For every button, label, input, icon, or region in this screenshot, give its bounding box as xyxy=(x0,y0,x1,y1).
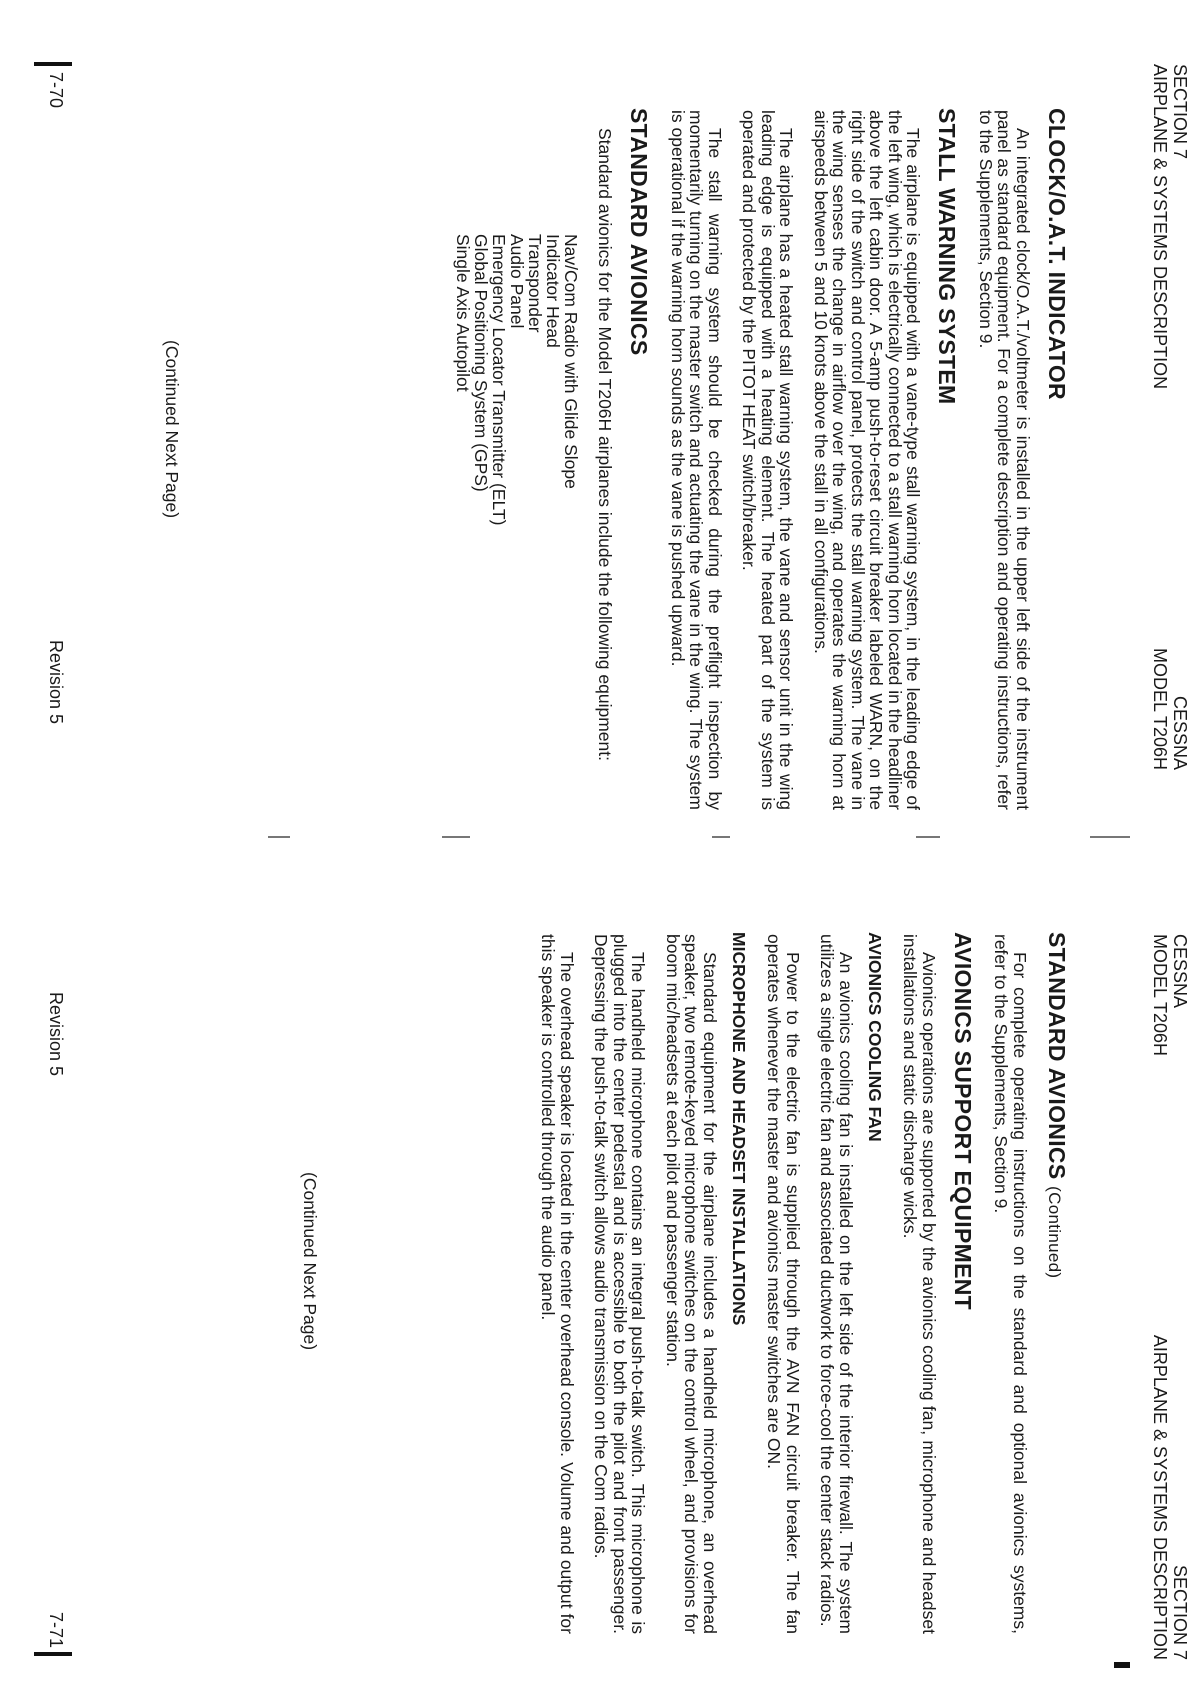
page-header xyxy=(1100,40,1190,840)
stall-paragraph-1: The airplane is equipped with a vane-type stall warning system, in the leading edge of the left wing, which is electrically connected to a stall warning horn located in the headliner above the left cabin door. A 5-amp push-to-reset circuit breaker labeled WARN, on the right side of the switch and control panel, protects the stall warning system. The vane in the wing senses the change in airflow over the wing, and operates the warning horn at airspeeds between 5 and 10 knots above the stall in all configurations. xyxy=(811,110,924,810)
page-header xyxy=(1100,872,1190,1672)
standard-avionics-heading: STANDARD AVIONICS xyxy=(626,108,653,356)
page-body xyxy=(438,110,1078,810)
header-make: CESSNA xyxy=(1170,695,1190,770)
header-model: MODEL T206H xyxy=(1150,934,1170,1057)
list-item: Transponder xyxy=(525,234,545,333)
page-edge-mark xyxy=(34,62,72,66)
continued-next-page: (Continued Next Page) xyxy=(162,340,182,519)
microphone-paragraph-1: Standard equipment for the airplane includes a handheld microphone, an overhead speaker, two remote-keyed microphone switches on the control wheel, and provisions for boom mic/headsets at each pilot and passenger station. xyxy=(663,934,720,1634)
header-title: AIRPLANE & SYSTEMS DESCRIPTION xyxy=(1150,1334,1170,1660)
avionics-support-paragraph: Avionics operations are supported by the avionics cooling fan, microphone and headset installations and static discharge wicks. xyxy=(900,934,939,1634)
revision-label: Revision 5 xyxy=(46,992,66,1077)
avionics-support-heading: AVIONICS SUPPORT EQUIPMENT xyxy=(950,932,976,1310)
page-body xyxy=(523,934,1078,1634)
revision-label: Revision 5 xyxy=(46,640,66,725)
gutter-scan-marks xyxy=(0,836,1190,838)
cooling-fan-paragraph-2: Power to the electric fan is supplied through the AVN FAN circuit breaker. The fan operates whenever the master and avionics master switches are ON. xyxy=(764,934,803,1634)
standard-avionics-paragraph: For complete operating instructions on the standard and optional avionics systems, refer to the Supplements, Section 9. xyxy=(991,934,1030,1634)
page-number: 7-70 xyxy=(46,72,66,109)
revision-change-bar xyxy=(1114,1662,1130,1668)
header-section: SECTION 7 xyxy=(1170,1564,1190,1660)
microphone-paragraph-2: The handheld microphone contains an integral push-to-talk switch. This microphone is plugged into the center pedestal and is accessible to both the pilot and front passenger. Depressing the push-to-talk switch allows audio transmission on the Com radios. xyxy=(591,934,649,1634)
list-item: Single Axis Autopilot xyxy=(453,234,473,392)
header-section: SECTION 7 xyxy=(1170,64,1190,160)
microphone-paragraph-3: The overhead speaker is located in the center overhead console. Volume and output for this speaker is controlled through the audio panel. xyxy=(538,934,577,1634)
page-edge-mark xyxy=(34,1652,72,1656)
continued-next-page: (Continued Next Page) xyxy=(300,1172,320,1351)
stall-paragraph-2: The airplane has a heated stall warning system, the vane and sensor unit in the wing leading edge is equipped with a heating element. The heated part of the system is operated and protected by the PITOT HEAT switch/breaker. xyxy=(739,110,797,810)
header-make: CESSNA xyxy=(1170,934,1190,1009)
list-item: Nav/Com Radio with Glide Slope xyxy=(561,234,581,489)
equipment-list xyxy=(454,110,580,810)
list-item: Audio Panel xyxy=(507,234,527,329)
standard-avionics-heading xyxy=(1041,932,1070,1634)
list-item: Emergency Locator Transmitter (ELT) xyxy=(489,234,509,526)
header-title: AIRPLANE & SYSTEMS DESCRIPTION xyxy=(1150,64,1170,390)
list-item: Indicator Head xyxy=(543,234,563,348)
stall-warning-heading: STALL WARNING SYSTEM xyxy=(934,108,961,405)
microphone-headset-heading: MICROPHONE AND HEADSET INSTALLATIONS xyxy=(729,932,749,1326)
header-model: MODEL T206H xyxy=(1150,647,1170,770)
clock-heading: CLOCK/O.A.T. INDICATOR xyxy=(1044,108,1070,400)
page-number: 7-71 xyxy=(46,1612,66,1649)
stall-paragraph-3: The stall warning system should be checked during the preflight inspection by momentarily turning on the master switch and actuating the vane in the wing. The system is operational if the warning horn sounds as the vane is pushed upward. xyxy=(668,110,725,810)
clock-paragraph: An integrated clock/O.A.T./voltmeter is installed in the upper left side of the instrument panel as standard equipment. For a complete description and operating instructions, refer to the Supplements, Section 9. xyxy=(976,110,1033,810)
page-7-70 xyxy=(0,40,1190,840)
standard-avionics-paragraph: Standard avionics for the Model T206H airplanes include the following equipment: xyxy=(595,128,616,761)
cooling-fan-paragraph-1: An avionics cooling fan is installed on the left side of the interior firewall. The system utilizes a single electric fan and associated ductwork to force-cool the center stack radios. xyxy=(817,934,856,1634)
heading-text: STANDARD AVIONICS xyxy=(1044,932,1070,1180)
continued-tag: (Continued) xyxy=(1045,1186,1064,1279)
page-7-71 xyxy=(0,872,1190,1672)
list-item: Global Positioning System (GPS) xyxy=(471,234,491,492)
cooling-fan-heading: AVIONICS COOLING FAN xyxy=(865,932,885,1142)
